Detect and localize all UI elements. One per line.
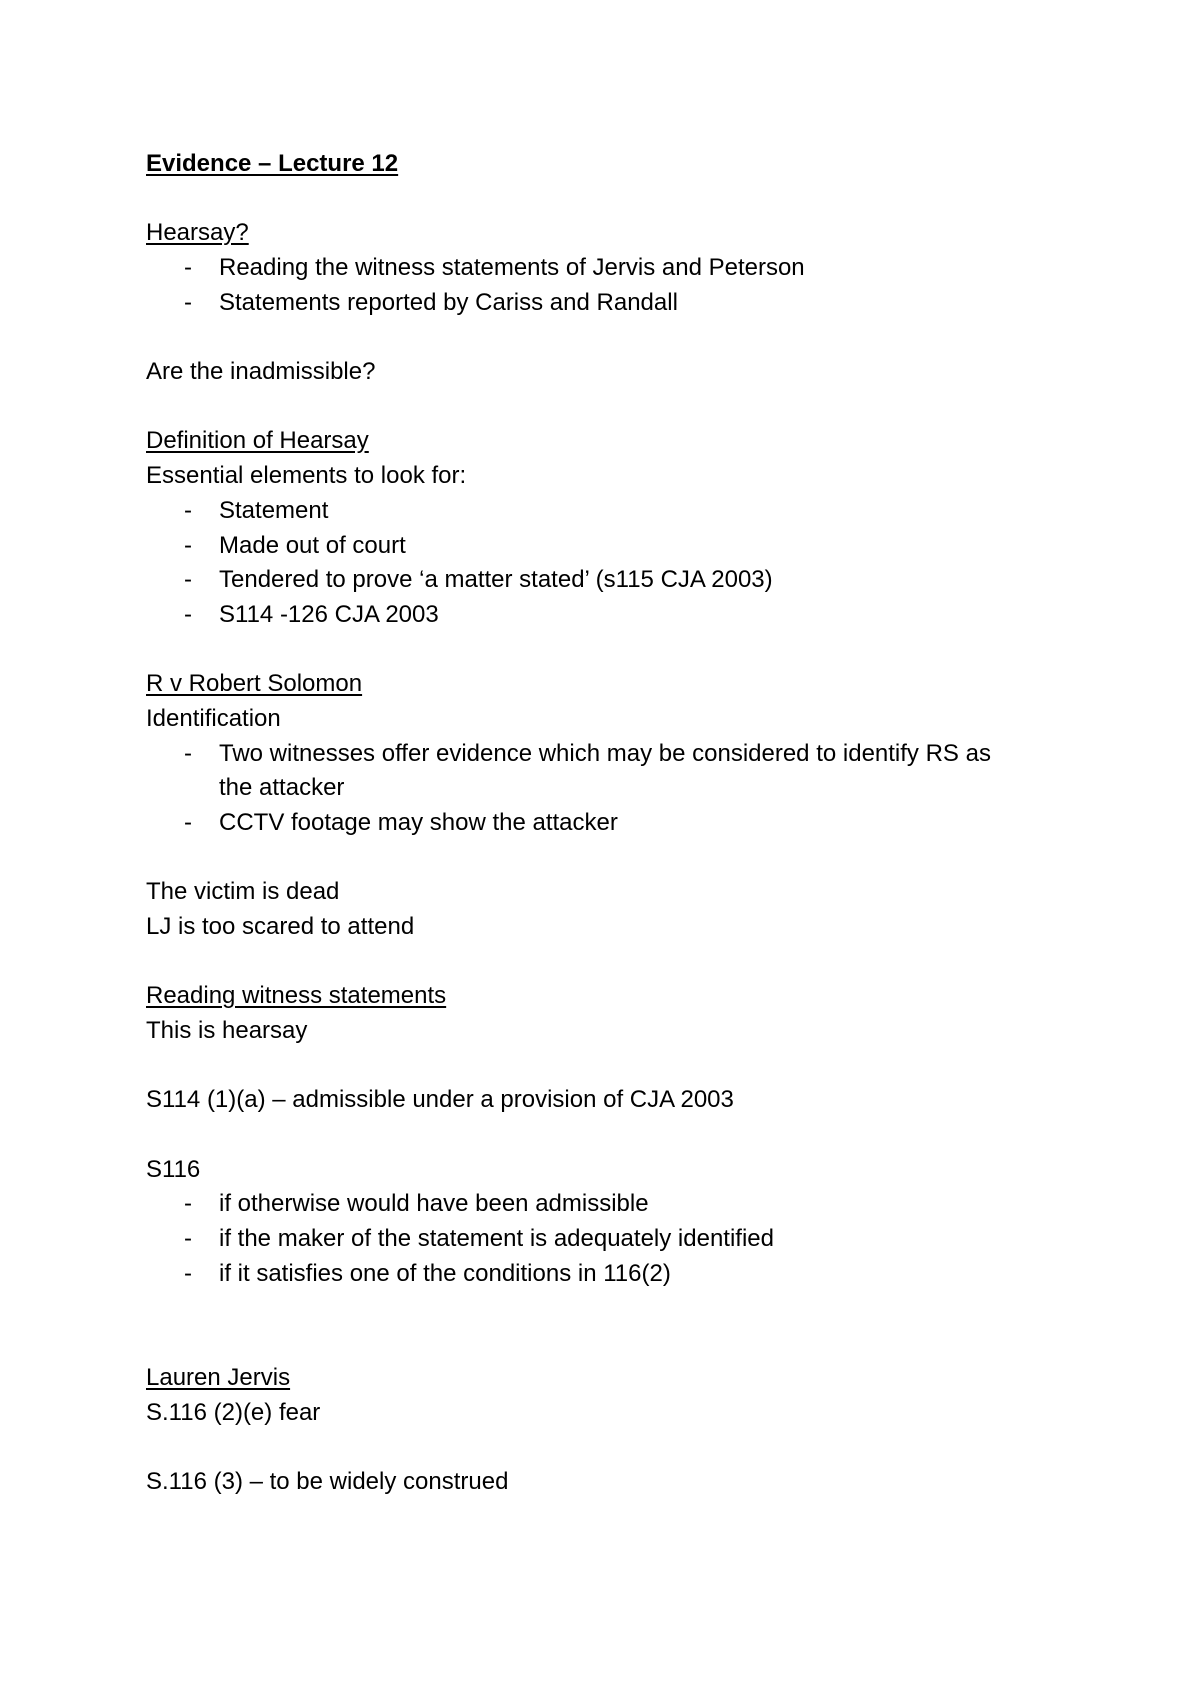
bullet-dash: -	[184, 601, 192, 628]
bullet-dash: -	[184, 740, 192, 767]
case-item-continuation: the attacker	[219, 774, 345, 801]
s116-item: if it satisfies one of the conditions in 116(2)	[219, 1260, 671, 1287]
fact-line: LJ is too scared to attend	[146, 913, 415, 940]
jervis-heading: Lauren Jervis	[146, 1364, 291, 1391]
s116-heading: S116	[146, 1156, 201, 1183]
bullet-dash: -	[184, 254, 192, 281]
bullet-dash: -	[184, 532, 192, 559]
s114-text: S114 (1)(a) – admissible under a provision of CJA 2003	[146, 1086, 734, 1113]
definition-item: S114 -126 CJA 2003	[219, 601, 439, 628]
bullet-dash: -	[184, 566, 192, 593]
case-item: CCTV footage may show the attacker	[219, 809, 618, 836]
case-subheading: Identification	[146, 705, 281, 732]
bullet-dash: -	[184, 497, 192, 524]
case-heading: R v Robert Solomon	[146, 670, 363, 697]
jervis-text: S.116 (2)(e) fear	[146, 1399, 321, 1426]
hearsay-item: Reading the witness statements of Jervis and Peterson	[219, 254, 805, 281]
bullet-dash: -	[184, 809, 192, 836]
question-text: Are the inadmissible?	[146, 358, 376, 385]
bullet-dash: -	[184, 1260, 192, 1287]
document-title: Evidence – Lecture 12	[146, 150, 399, 177]
definition-item: Statement	[219, 497, 329, 524]
hearsay-heading: Hearsay?	[146, 219, 249, 246]
definition-intro: Essential elements to look for:	[146, 462, 467, 489]
reading-heading: Reading witness statements	[146, 982, 447, 1009]
s116-3-text: S.116 (3) – to be widely construed	[146, 1468, 509, 1495]
bullet-dash: -	[184, 1190, 192, 1217]
definition-heading: Definition of Hearsay	[146, 427, 369, 454]
hearsay-item: Statements reported by Cariss and Randall	[219, 289, 678, 316]
s116-item: if otherwise would have been admissible	[219, 1190, 649, 1217]
bullet-dash: -	[184, 1225, 192, 1252]
bullet-dash: -	[184, 289, 192, 316]
fact-line: The victim is dead	[146, 878, 340, 905]
definition-item: Tendered to prove ‘a matter stated’ (s115 CJA 2003)	[219, 566, 773, 593]
case-item: Two witnesses offer evidence which may be considered to identify RS as	[219, 740, 991, 767]
definition-item: Made out of court	[219, 532, 406, 559]
reading-text: This is hearsay	[146, 1017, 308, 1044]
s116-item: if the maker of the statement is adequately identified	[219, 1225, 774, 1252]
